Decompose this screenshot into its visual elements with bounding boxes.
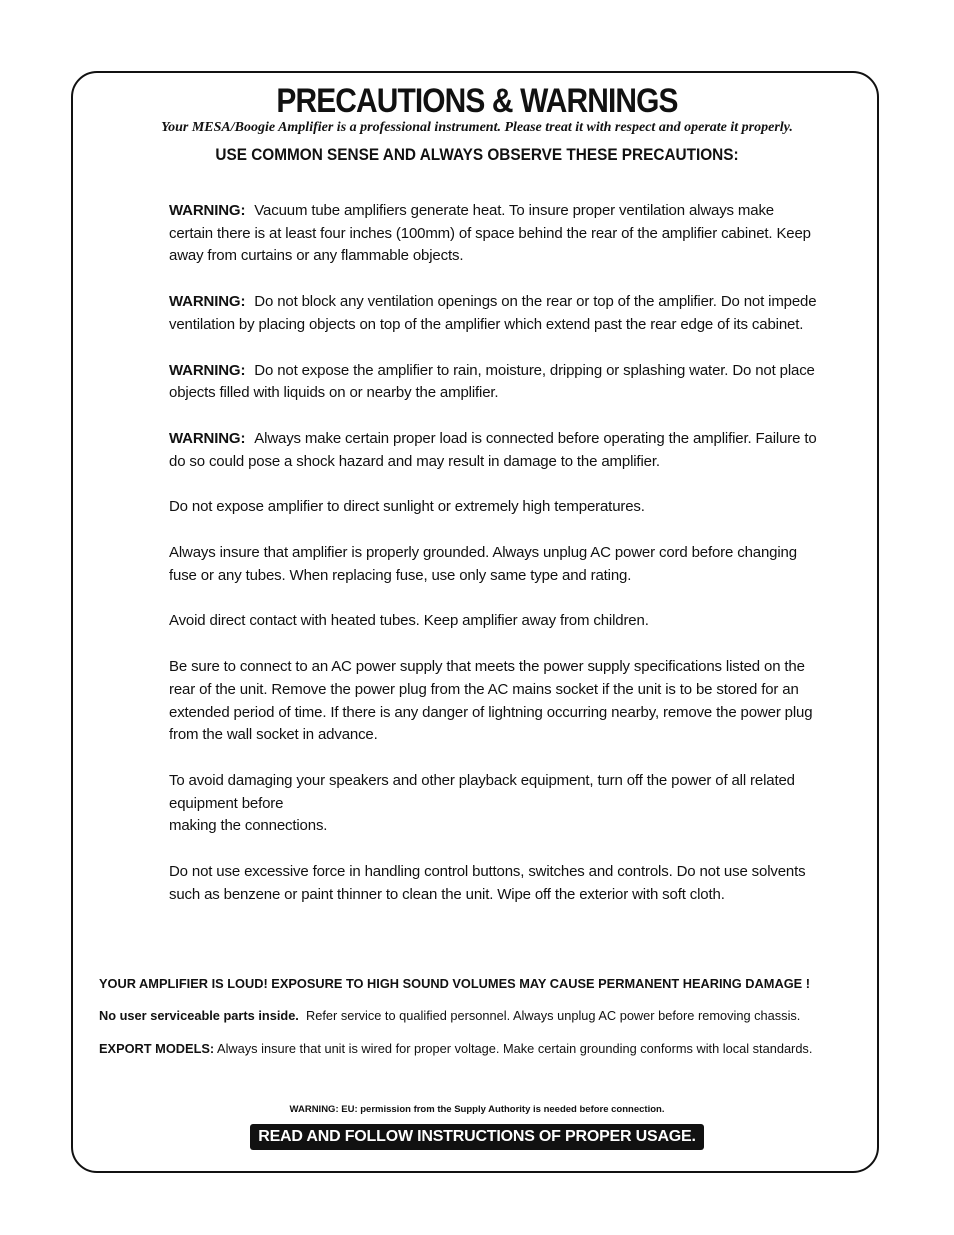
item-text: Do not block any ventilation openings on the rear or top of the amplifier. Do not impede ventilation by placing objects on top of the amplifier which extend past the rear edge of its cabinet.: [169, 293, 817, 333]
precautions-heading: USE COMMON SENSE AND ALWAYS OBSERVE THESE PRECAUTIONS:: [215, 146, 739, 164]
precaution-tubes: [169, 610, 819, 633]
usage-banner: READ AND FOLLOW INSTRUCTIONS OF PROPER USAGE.: [250, 1124, 704, 1150]
item-text: Be sure to connect to an AC power supply that meets the power supply specifications listed on the rear of the unit. Remove the power plug from the AC mains socket if the unit is to be stored for an extended period of time. If there is any danger of lightning occurring nearby, remove the power plug from the wall socket in advance.: [169, 658, 813, 744]
service-label: No user serviceable parts inside.: [99, 1008, 299, 1023]
warning-label: WARNING:: [169, 293, 246, 311]
loud-warning: YOUR AMPLIFIER IS LOUD! EXPOSURE TO HIGH SOUND VOLUMES MAY CAUSE PERMANENT HEARING DAMAGE !: [99, 976, 810, 991]
export-label: EXPORT MODELS:: [99, 1041, 215, 1056]
item-text: Do not expose the amplifier to rain, moisture, dripping or splashing water. Do not place objects filled with liquids on or nearby the amplifier.: [169, 361, 815, 402]
precaution-grounding: [169, 542, 819, 587]
page-title: PRECAUTIONS & WARNINGS: [276, 82, 678, 120]
warning-ventilation-space: [169, 200, 819, 268]
warning-moisture: [169, 360, 819, 405]
page-subtitle: Your MESA/Boogie Amplifier is a professional instrument. Please treat it with respect and operate it properly.: [161, 120, 793, 135]
item-text: Vacuum tube amplifiers generate heat. To insure proper ventilation always make certain there is at least four inches (100mm) of space behind the rear of the amplifier cabinet. Keep away from curtains or any flammable objects.: [169, 202, 811, 265]
item-text: Do not expose amplifier to direct sunlight or extremely high temperatures.: [169, 498, 645, 516]
precaution-cleaning: [169, 861, 819, 906]
precaution-speakers: [169, 770, 819, 838]
precaution-sunlight: [169, 496, 819, 519]
item-text: To avoid damaging your speakers and other playback equipment, turn off the power of all related equipment before making the connections.: [169, 771, 795, 835]
eu-warning: WARNING: EU: permission from the Supply Authority is needed before connection.: [289, 1104, 665, 1115]
warning-label: WARNING:: [169, 202, 246, 219]
item-text: Always insure that amplifier is properly grounded. Always unplug AC power cord before changing fuse or any tubes. When replacing fuse, use only same type and rating.: [169, 544, 797, 584]
service-notice: [99, 1008, 869, 1023]
warning-load: [169, 428, 819, 473]
precaution-power-supply: [169, 656, 819, 747]
banner-container: [0, 1124, 954, 1150]
warning-label: WARNING:: [169, 361, 246, 379]
precautions-list: [169, 200, 819, 929]
export-text: Always insure that unit is wired for proper voltage. Make certain grounding conforms with local standards.: [217, 1041, 813, 1056]
item-text: Always make certain proper load is connected before operating the amplifier. Failure to do so could pose a shock hazard and may result in damage to the amplifier.: [169, 429, 817, 470]
export-notice: [99, 1041, 869, 1056]
warning-label: WARNING:: [169, 429, 246, 447]
item-text: Avoid direct contact with heated tubes. Keep amplifier away from children.: [169, 612, 649, 630]
warning-ventilation-openings: [169, 291, 819, 336]
item-text: Do not use excessive force in handling control buttons, switches and controls. Do not use solvents such as benzene or paint thinner to clean the unit. Wipe off the exterior with soft cloth.: [169, 863, 806, 903]
service-text: Refer service to qualified personnel. Always unplug AC power before removing chassis.: [306, 1008, 801, 1023]
